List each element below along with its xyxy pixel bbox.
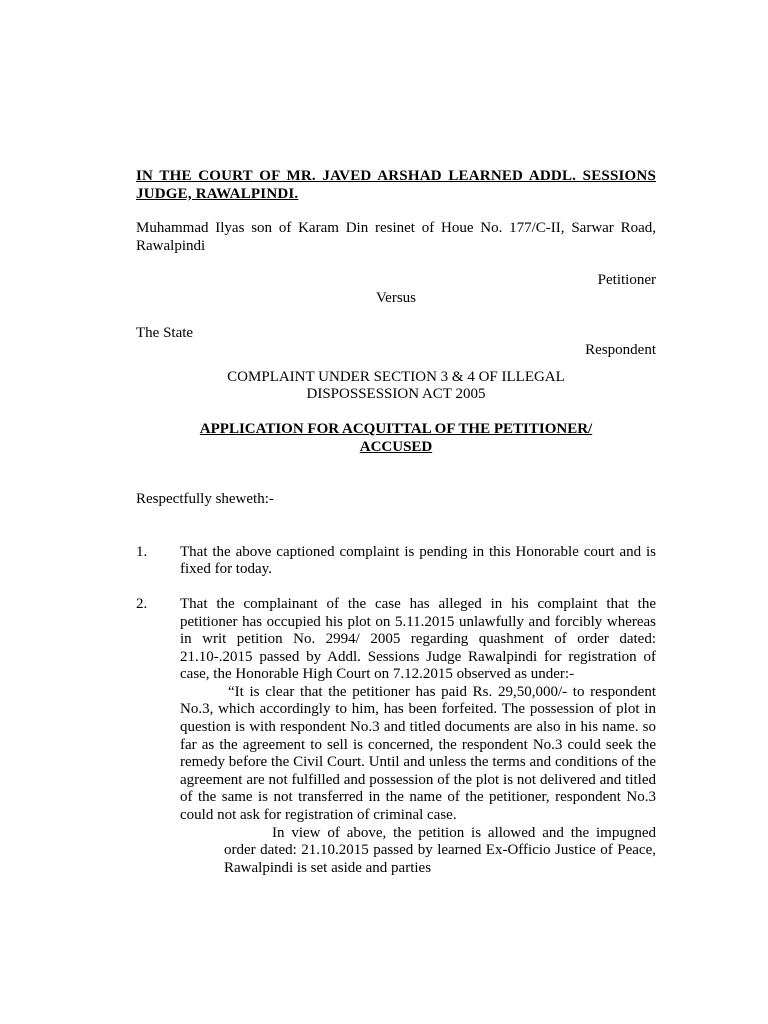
petitioner-description: Muhammad Ilyas son of Karam Din resinet of Houe No. 177/C-II, Sarwar Road, Rawalpindi [136, 220, 656, 254]
quote-paragraph-1: “It is clear that the petitioner has paid Rs. 29,50,000/- to respondent No.3, which accordingly to him, has been forfeited. The possession of plot in question is with respondent No.3 and titled documents are also in his name. so far as the agreement to sell is concerned, the respondent No.3 could seek the remedy before the Civil Court. Until and unless the terms and conditions of the agreement are not fulfilled and possession of the plot is not delivered and titled of the same is not transferred in the name of the petitioner, respondent No.3 could not ask for registration of criminal case. [180, 683, 656, 824]
paragraph-text: That the above captioned complaint is pending in this Honorable court and is fixed for today. [180, 543, 656, 578]
application-title [136, 421, 656, 456]
application-title-line-2: ACCUSED [359, 438, 433, 455]
versus-label: Versus [376, 289, 416, 306]
quoted-order [180, 683, 656, 878]
paragraph-text: That the complainant of the case has alleged in his complaint that the petitioner has occupied his plot on 5.11.2015 unlawfully and forcibly whereas in writ petition No. 2994/ 2005 regarding quashment of order dated: 21.10-.2015 passed by Addl. Sessions Judge Rawalpindi for registration of case, the Honorable High Court on 7.12.2015 observed as under:- [180, 595, 656, 683]
numbered-paragraph [136, 544, 656, 579]
paragraph-number: 1. [136, 543, 148, 560]
complaint-section-title [136, 369, 656, 404]
paragraph-number: 2. [136, 595, 148, 612]
respondent-label: Respondent [585, 342, 656, 359]
petitioner-label: Petitioner [597, 272, 656, 289]
complaint-line-2: DISPOSSESSION ACT 2005 [306, 386, 486, 403]
numbered-paragraph [136, 596, 656, 684]
document-page [136, 168, 656, 877]
court-heading: IN THE COURT OF MR. JAVED ARSHAD LEARNED ADDL. SESSIONS JUDGE, RAWALPINDI. [136, 168, 656, 202]
quote-paragraph-2: In view of above, the petition is allowed and the impugned order dated: 21.10.2015 passed by learned Ex-Officio Justice of Peace, Rawalpindi is set aside and parties [224, 824, 656, 876]
complaint-line-1: COMPLAINT UNDER SECTION 3 & 4 OF ILLEGAL [227, 368, 565, 385]
respondent-name: The State [136, 324, 194, 341]
salutation: Respectfully sheweth:- [136, 491, 274, 508]
application-title-line-1: APPLICATION FOR ACQUITTAL OF THE PETITIONER/ [199, 420, 593, 437]
